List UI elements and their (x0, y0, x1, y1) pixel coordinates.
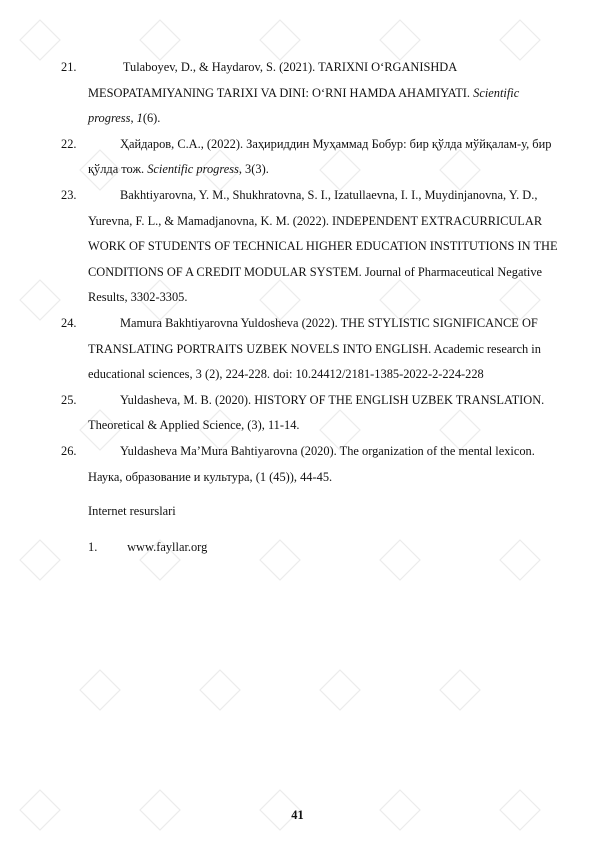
reference-text (88, 439, 561, 490)
reference-item (61, 439, 561, 490)
reference-text (88, 183, 561, 311)
internet-resource-item (61, 535, 561, 561)
reference-number: 25. (61, 392, 77, 407)
reference-text (88, 311, 561, 388)
reference-segment: Yuldasheva, M. B. (2020). HISTORY OF THE ENGLISH UZBEK TRANSLATION. Theoretical & Applied Science, (3), 11-14. (88, 392, 545, 433)
reference-number: 26. (61, 443, 77, 458)
reference-segment: , (130, 111, 137, 126)
internet-resources-heading: Internet resurslari (88, 504, 176, 519)
reference-italic-segment: 1 (136, 111, 143, 126)
internet-resources-list (61, 535, 561, 561)
reference-text (88, 55, 561, 132)
reference-segment: Tulaboyev, D., & Haydarov, S. (2021). TARIXNI O‘RGANISHDA MESOPATAMIYANING TARIXI VA DINI: O‘RNI HAMDA AHAMIYATI. (88, 60, 474, 100)
reference-segment: , 3(3). (238, 162, 269, 177)
internet-resource-number: 1. (88, 539, 98, 554)
reference-item (61, 132, 561, 183)
reference-number: 21. (61, 60, 77, 74)
reference-item (61, 311, 561, 388)
reference-italic-segment: Scientific progress (88, 85, 520, 126)
reference-number: 24. (61, 315, 77, 330)
internet-resource-link[interactable]: www.fayllar.org (124, 539, 208, 554)
reference-segment: Bakhtiyarovna, Y. M., Shukhratovna, S. I., Izatullaevna, I. I., Muydinjanovna, Y. D., Yurevna, F. L., & Mamadjanovna, K. M. (2022). INDEPENDENT EXTRACURRICULAR WORK OF STUDENTS OF TECHNICAL HIGHER EDUCATION INSTITUTIONS IN THE CONDITIONS OF A CREDIT MODULAR SYSTEM. Journal of Pharmaceutical Negative Results, 3302-3305. (88, 187, 558, 305)
reference-number: 23. (61, 187, 77, 202)
reference-segment: Yuldasheva Ma’Mura Bahtiyarovna (2020). The organization of the mental lexicon. Наука, образование и культура, (1 (45)), 44-45. (88, 443, 535, 484)
reference-segment: Ҳайдаров, С.А., (2022). Заҳириддин Муҳаммад Бобур: бир қўлда мўйқалам-у, бир қўлда тож. (88, 136, 552, 177)
reference-number: 22. (61, 136, 77, 151)
page-number: 41 (291, 808, 304, 822)
reference-italic-segment: Scientific progress (147, 162, 239, 177)
reference-segment: Mamura Bakhtiyarovna Yuldosheva (2022). THE STYLISTIC SIGNIFICANCE OF TRANSLATING PORTRAITS UZBEK NOVELS INTO ENGLISH. Academic research in educational sciences, 3 (2), 224-228. doi: 10.24412/2181-1385-2022-2-224-228 (88, 315, 541, 382)
reference-list (61, 55, 561, 490)
reference-item (61, 183, 561, 311)
document-body (61, 55, 561, 560)
reference-segment: (6). (142, 111, 161, 126)
reference-item (61, 388, 561, 439)
reference-text (88, 132, 561, 183)
reference-item (61, 55, 561, 132)
reference-text (88, 388, 561, 439)
